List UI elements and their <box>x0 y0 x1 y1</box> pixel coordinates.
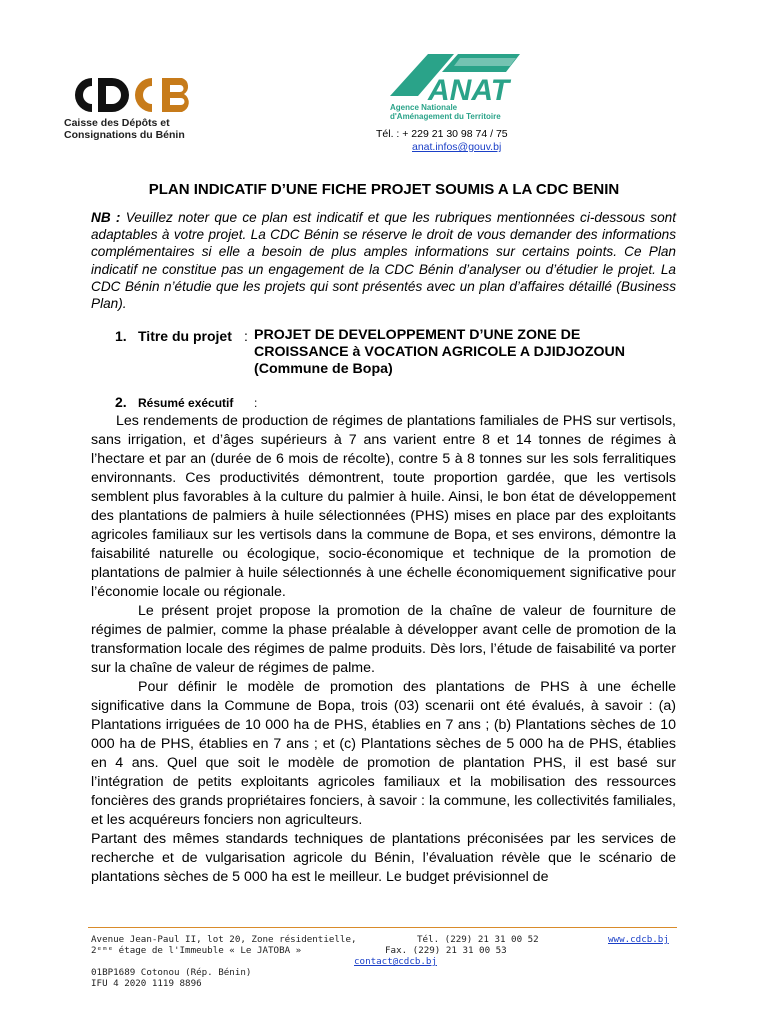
footer-po-box: 01BP1689 Cotonou (Rép. Bénin) <box>91 967 252 978</box>
nb-label: NB : <box>91 210 121 225</box>
summary-paragraph-3: Pour définir le modèle de promotion des plantations de PHS à une échelle significative dans la Commune de Bopa, trois (03) scenarii ont été évalués, à savoir : (a) Plantations irriguées de 10 000 ha de PHS, établies en 7 ans ; (b) Plantations sèches de 10 000 ha de PHS, établies en 7 ans ; et (c) Plantations sèches de 5 000 ha de PHS, établies en 4 ans. Quel que soit le modèle de promotion de plantation PHS, il est basé sur l’intégration de petits exploitants agricoles familiaux et la mobilisation des ressources foncières des grands propriétaires fonciers, à savoir : la commune, les collectivités familiales, et les acquéreurs fonciers non agriculteurs. <box>91 679 676 828</box>
section1-label: Titre du projet <box>138 328 232 344</box>
footer-address-line1: Avenue Jean-Paul II, lot 20, Zone résidentielle, <box>91 934 357 945</box>
nb-text: Veuillez noter que ce plan est indicatif et que les rubriques mentionnées ci-dessous sont adaptables à votre projet. La CDC Bénin se réserve le droit de vous demander des informations complémentaires si elle a besoin de plus amples informations sur certains points. Ce Plan indicatif ne constitue pas un engagement de la CDC Bénin d’analyser ou d’étudier le projet. La CDC Bénin n’étudie que les projets qui sont présentés avec un plan d’affaires détaillé (Business Plan). <box>91 210 676 312</box>
section2-colon: : <box>254 396 258 410</box>
section2-number: 2. <box>115 394 127 410</box>
footer-phone: Tél. (229) 21 31 00 52 <box>417 934 539 945</box>
anat-email-link[interactable]: anat.infos@gouv.bj <box>412 141 502 153</box>
executive-summary <box>91 412 676 887</box>
project-title-line1: PROJET DE DEVELOPPEMENT D’UNE ZONE DE <box>254 327 581 343</box>
anat-logo-text: ANAT <box>428 74 510 107</box>
cdcb-caption-line2: Consignations du Bénin <box>64 129 185 141</box>
anat-phone: Tél. : + 229 21 30 98 74 / 75 <box>376 128 508 140</box>
anat-subtitle-line1: Agence Nationale <box>390 103 458 112</box>
anat-logo <box>388 52 523 128</box>
cdcb-logo-text: CDCB <box>62 53 108 70</box>
nb-note <box>91 209 676 312</box>
cdcb-caption-line1: Caisse des Dépôts et <box>64 117 170 129</box>
footer-address-line2: 2ᵉᵐᵉ étage de l'Immeuble « Le JATOBA » <box>91 945 302 956</box>
section2-label: Résumé exécutif <box>138 396 234 410</box>
project-title <box>254 327 634 378</box>
summary-paragraph-4: Partant des mêmes standards techniques de plantations préconisées par les services de recherche et de vulgarisation agricole du Bénin, l’évaluation révèle que le scénario de plantations sèches de 5 000 ha est le meilleur. Le budget prévisionnel de <box>91 831 676 885</box>
footer-website-link[interactable]: www.cdcb.bj <box>608 934 669 945</box>
project-title-line2: CROISSANCE à VOCATION AGRICOLE A DJIDJOZOUN <box>254 344 626 360</box>
section1-number: 1. <box>115 328 127 344</box>
footer-ifu: IFU 4 2020 1119 8896 <box>91 978 202 989</box>
summary-paragraph-1: Les rendements de production de régimes de plantations familiales de PHS sur vertisols, sans irrigation, et d’âges supérieurs à 7 ans varient entre 8 et 14 tonnes de régimes à l’hectare et par an (durée de 6 mois de récolte), contre 5 à 8 tonnes sur les sols ferralitiques environnants. Ces productivités démontrent, toute proportion gardée, que les vertisols semblent plus favorables à la culture du palmier à huile. Ainsi, le bon état de développement des plantations de palmiers à huile sélectionnées (PHS) mises en place par des exploitants agricoles familiaux sur les vertisols dans la commune de Bopa, et ses environs, démontre la faisabilité naturelle ou écologique, socio-économique et technique de la promotion de plantations de palmier à huile sélectionnés à une échelle économiquement significative pour l’économie locale ou régionale. <box>91 413 676 600</box>
footer-fax: Fax. (229) 21 31 00 53 <box>385 945 507 956</box>
footer-contact-link[interactable]: contact@cdcb.bj <box>354 956 437 967</box>
document-title: PLAN INDICATIF D’UNE FICHE PROJET SOUMIS A LA CDC BENIN <box>148 181 620 198</box>
project-title-line3: (Commune de Bopa) <box>254 361 393 377</box>
section1-colon: : <box>244 328 248 344</box>
anat-subtitle-line2: d'Aménagement du Territoire <box>390 112 501 121</box>
cdcb-caption <box>64 117 185 141</box>
summary-paragraph-2: Le présent projet propose la promotion de la chaîne de valeur de fourniture de régimes de palmier, comme la phase préalable à développer avant celle de promotion de la transformation locale des régimes de palme produits. Dès lors, l’étude de faisabilité va porter sur la chaîne de valeur de régimes de palme. <box>91 603 676 676</box>
footer-divider <box>88 927 677 928</box>
